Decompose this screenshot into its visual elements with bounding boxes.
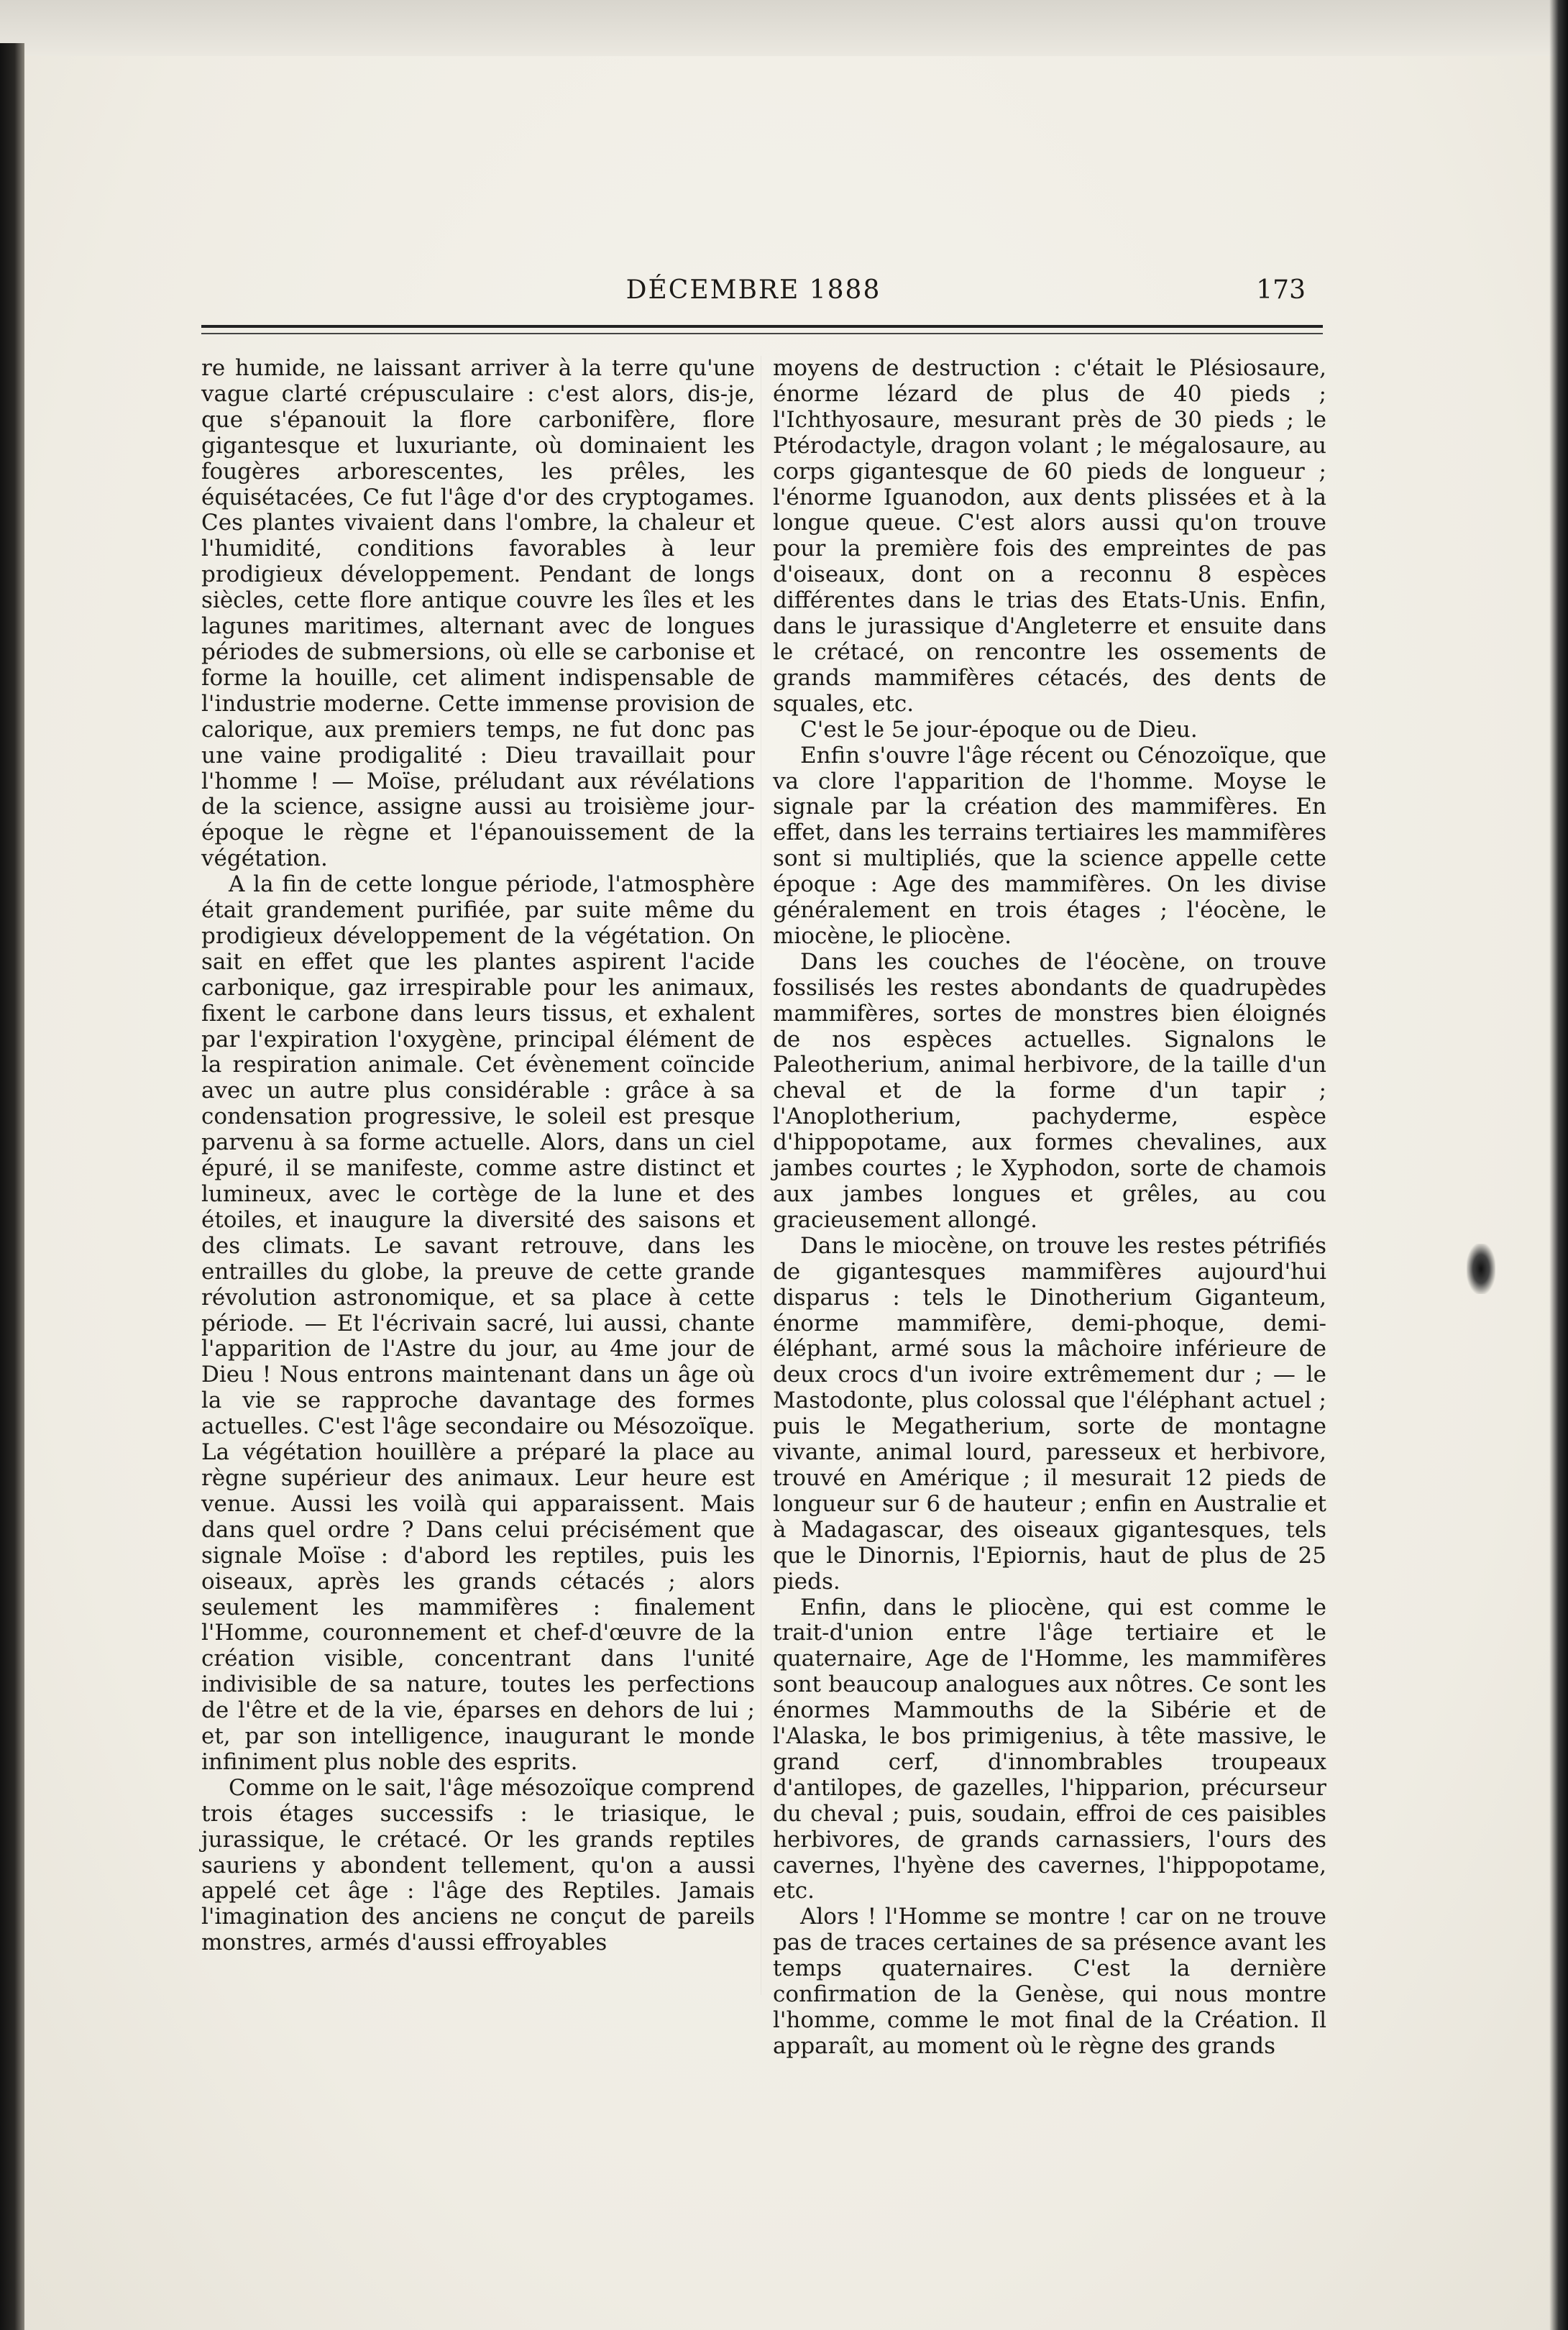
- paragraph: Dans le miocène, on trouve les restes pétrifiés de gigantesques mammifères aujourd'hui disparus : tels le Dinotherium Giganteum, énorme mammifère, demi-phoque, demi-éléphant, armé sous la mâchoire inférieure de deux crocs d'un ivoire extrêmement dur ; — le Mastodonte, plus colossal que l'éléphant actuel ; puis le Megatherium, sorte de montagne vivante, animal lourd, paresseux et herbivore, trouvé en Amérique ; il mesurait 12 pieds de longueur sur 6 de hauteur ; enfin en Australie et à Madagascar, des oiseaux gigantesques, tels que le Dinornis, l'Epiornis, haut de plus de 25 pieds.: [773, 1232, 1326, 1595]
- text-column-right: [773, 355, 1326, 2059]
- paragraph: Comme on le sait, l'âge mésozoïque comprend trois étages successifs : le triasique, le jurassique, le crétacé. Or les grands reptiles sauriens y abondent tellement, qu'on a aussi appelé cet âge : l'âge des Reptiles. Jamais l'imagination des anciens ne conçut de pareils monstres, armés d'aussi effroyables: [201, 1774, 755, 1956]
- ink-smudge: [1467, 1244, 1495, 1294]
- paragraph: moyens de destruction : c'était le Plésiosaure, énorme lézard de plus de 40 pieds ; l'Ichthyosaure, mesurant près de 30 pieds ; le Ptérodactyle, dragon volant ; le mégalosaure, au corps gigantesque de 60 pieds de longueur ; l'énorme Iguanodon, aux dents plissées et à la longue queue. C'est alors aussi qu'on trouve pour la première fois des empreintes de pas d'oiseaux, dont on a reconnu 8 espèces différentes dans le trias des Etats-Unis. Enfin, dans le jurassique d'Angleterre et ensuite dans le crétacé, on rencontre les ossements de grands mammifères cétacés, des dents de squales, etc.: [773, 355, 1326, 717]
- paragraph: A la fin de cette longue période, l'atmosphère était grandement purifiée, par suite même du prodigieux développement de la végétation. On sait en effet que les plantes aspirent l'acide carbonique, gaz irrespirable pour les animaux, fixent le carbone dans leurs tissus, et exhalent par l'expiration l'oxygène, principal élément de la respiration animale. Cet évènement coïncide avec un autre plus considérable : grâce à sa condensation progressive, le soleil est presque parvenu à sa forme actuelle. Alors, dans un ciel épuré, il se manifeste, comme astre distinct et lumineux, avec le cortège de la lune et des étoiles, et inaugure la diversité des saisons et des climats. Le savant retrouve, dans les entrailles du globe, la preuve de cette grande révolution astronomique, et sa place à cette période. — Et l'écrivain sacré, lui aussi, chante l'apparition de l'Astre du jour, au 4me jour de Dieu ! Nous entrons maintenant dans un âge où la vie se rapproche davantage des formes actuelles. C'est l'âge secondaire ou Mésozoïque. La végétation houillère a préparé la place au règne supérieur des animaux. Leur heure est venue. Aussi les voilà qui apparaissent. Mais dans quel ordre ? Dans celui précisément que signale Moïse : d'abord les reptiles, puis les oiseaux, après les grands cétacés ; alors seulement les mammifères : finalement l'Homme, couronnement et chef-d'œuvre de la création visible, concentrant dans l'unité indivisible de sa nature, toutes les perfections de l'être et de la vie, éparses en dehors de lui ; et, par son intelligence, inaugurant le monde infiniment plus noble des esprits.: [201, 871, 755, 1775]
- page-number: 173: [1256, 275, 1306, 305]
- paragraph: Alors ! l'Homme se montre ! car on ne trouve pas de traces certaines de sa présence avant les temps quaternaires. C'est la dernière confirmation de la Genèse, qui nous montre l'homme, comme le mot final de la Création. Il apparaît, au moment où le règne des grands: [773, 1904, 1326, 2059]
- scan-top-edge: [0, 0, 1568, 56]
- header-title: DÉCEMBRE 1888: [625, 275, 881, 305]
- paragraph: C'est le 5e jour-époque ou de Dieu.: [800, 716, 1198, 743]
- text-column-left: [201, 356, 755, 1995]
- paragraph: re humide, ne laissant arriver à la terre qu'une vague clarté crépusculaire : c'est alors, dis-je, que s'épanouit la flore carbonifère, flore gigantesque et luxuriante, où dominaient les fougères arborescentes, les prêles, les équisétacées, Ce fut l'âge d'or des cryptogames. Ces plantes vivaient dans l'ombre, la chaleur et l'humidité, conditions favorables à leur prodigieux développement. Pendant de longs siècles, cette flore antique couvre les îles et les lagunes maritimes, alternant avec de longues périodes de submersions, où elle se carbonise et forme la houille, cet aliment indispensable de l'industrie moderne. Cette immense provision de calorique, aux premiers temps, ne fut donc pas une vaine prodigalité : Dieu travaillait pour l'homme ! — Moïse, préludant aux révélations de la science, assigne aussi au troisième jour-époque le règne et l'épanouissement de la végétation.: [201, 355, 755, 872]
- running-header: [201, 275, 1306, 318]
- header-rule-thick: [201, 325, 1323, 328]
- book-spine-shadow: [0, 43, 24, 2330]
- paragraph: Enfin s'ouvre l'âge récent ou Cénozoïque, que va clore l'apparition de l'homme. Moyse le signale par la création des mammifères. En effet, dans les terrains tertiaires les mammifères sont si multipliés, que la science appelle cette époque : Age des mammifères. On les divise généralement en trois étages ; l'éocène, le miocène, le pliocène.: [773, 742, 1326, 949]
- paragraph: Enfin, dans le pliocène, qui est comme le trait-d'union entre l'âge tertiaire et le quaternaire, Age de l'Homme, les mammifères sont beaucoup analogues aux nôtres. Ce sont les énormes Mammouths de la Sibérie et de l'Alaska, le bos primigenius, à tête massive, le grand cerf, d'innombrables troupeaux d'antilopes, de gazelles, l'hipparion, précurseur du cheval ; puis, soudain, effroi de ces paisibles herbivores, de grands carnassiers, l'ours des cavernes, l'hyène des cavernes, l'hippopotame, etc.: [773, 1594, 1326, 1904]
- header-rule-thin: [201, 333, 1323, 334]
- scan-right-edge: [1549, 0, 1568, 2330]
- paragraph: Dans les couches de l'éocène, on trouve fossilisés les restes abondants de quadrupèdes mammifères, sortes de monstres bien éloignés de nos espèces actuelles. Signalons le Paleotherium, animal herbivore, de la taille d'un cheval et de la forme d'un tapir ; l'Anoplotherium, pachyderme, espèce d'hippopotame, aux formes chevalines, aux jambes courtes ; le Xyphodon, sorte de chamois aux jambes longues et grêles, au cou gracieusement allongé.: [773, 948, 1326, 1233]
